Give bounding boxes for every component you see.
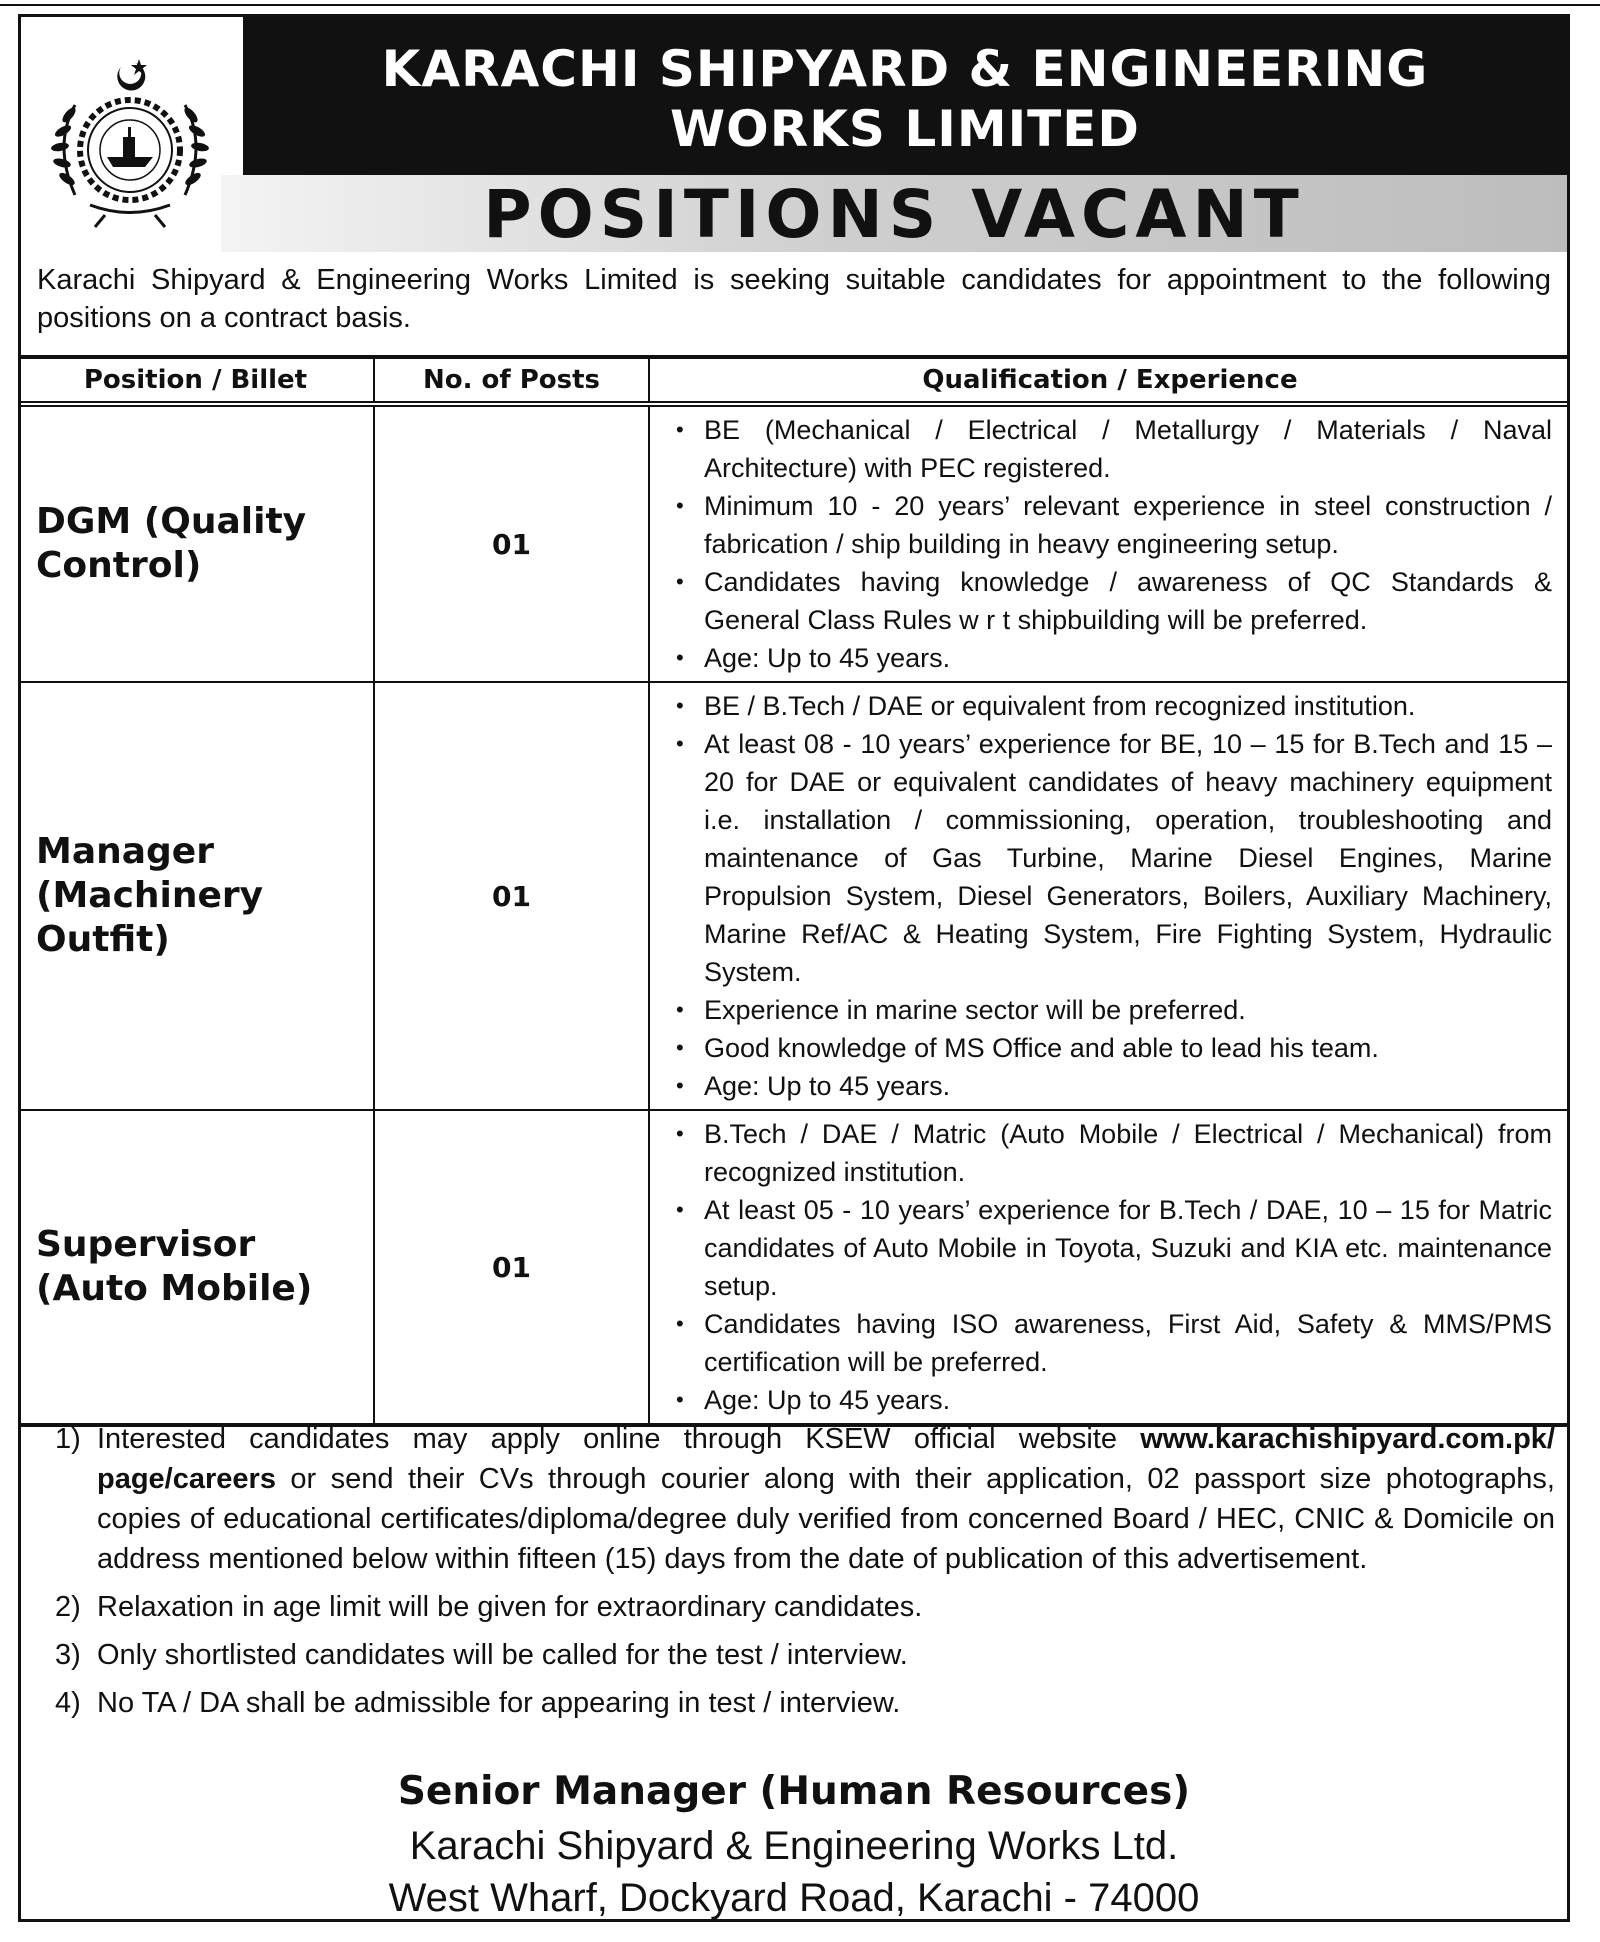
- note-item: [35, 1419, 1555, 1579]
- list-item: • Good knowledge of MS Office and able to lead his team.: [650, 1029, 1552, 1067]
- company-name-line1: KARACHI SHIPYARD & ENGINEERING: [381, 40, 1429, 98]
- application-notes: [35, 1419, 1555, 1731]
- qualification-cell: [649, 682, 1570, 1110]
- column-header-posts: No. of Posts: [374, 357, 649, 404]
- careers-link[interactable]: www.karachishipyard.com.pk/ page/careers: [97, 1423, 1555, 1495]
- signatory-organization: Karachi Shipyard & Engineering Works Ltd.: [409, 1824, 1179, 1868]
- note-text: Relaxation in age limit will be given for extraordinary candidates.: [97, 1591, 923, 1623]
- headline: POSITIONS VACANT: [483, 176, 1305, 253]
- header: [21, 17, 1567, 252]
- posts-cell: 01: [374, 1110, 649, 1425]
- column-header-qualification: Qualification / Experience: [649, 357, 1570, 404]
- signatory-title: Senior Manager (Human Resources): [397, 1769, 1191, 1814]
- position-cell: [18, 1110, 374, 1425]
- column-header-position: Position / Billet: [18, 357, 374, 404]
- table-row: [18, 1110, 1570, 1425]
- list-item: • BE / B.Tech / DAE or equivalent from recognized institution.: [650, 687, 1552, 725]
- signatory-address: West Wharf, Dockyard Road, Karachi - 74000: [388, 1876, 1200, 1920]
- position-line: Control): [36, 545, 202, 586]
- list-item: • Minimum 10 - 20 years’ relevant experience in steel construction / fabrication / ship building in heavy engineering setup.: [650, 487, 1552, 563]
- position-line: (Machinery: [36, 875, 264, 916]
- note-number: 1): [55, 1423, 81, 1455]
- list-item: • Candidates having knowledge / awareness of QC Standards & General Class Rules w r t shipbuilding will be preferred.: [650, 563, 1552, 639]
- table-header-row: [18, 357, 1570, 404]
- note-item: [35, 1683, 1555, 1723]
- note-number: 4): [55, 1687, 81, 1719]
- top-rule: [0, 4, 1600, 6]
- list-item: • Age: Up to 45 years.: [650, 639, 1552, 677]
- position-cell: [18, 404, 374, 682]
- intro-paragraph: Karachi Shipyard & Engineering Works Limited is seeking suitable candidates for appointment to the following positions on a contract basis.: [37, 264, 1551, 334]
- position-line: DGM (Quality: [36, 501, 307, 542]
- table-row: [18, 404, 1570, 682]
- note-text: or send their CVs through courier along with their application, 02 passport size photographs, copies of educational certificates/diploma/degree duly verified from concerned Board / HEC, CNIC & Domicile on address mentioned below within fifteen (15) days from the date of publication of this advertisement.: [97, 1463, 1555, 1575]
- list-item: • At least 05 - 10 years’ experience for B.Tech / DAE, 10 – 15 for Matric candidates of Auto Mobile in Toyota, Suzuki and KIA etc. maintenance setup.: [650, 1191, 1552, 1305]
- list-item: • Candidates having ISO awareness, First Aid, Safety & MMS/PMS certification will be preferred.: [650, 1305, 1552, 1381]
- list-item: • At least 08 - 10 years’ experience for BE, 10 – 15 for B.Tech and 15 – 20 for DAE or equivalent candidates of heavy machinery equipment i.e. installation / commissioning, operation, troubleshooting and maintenance of Gas Turbine, Marine Diesel Engines, Marine Propulsion System, Diesel Generators, Boilers, Auxiliary Machinery, Marine Ref/AC & Heating System, Fire Fighting System, Hydraulic System.: [650, 725, 1552, 991]
- position-line: Outfit): [36, 919, 170, 960]
- position-line: Supervisor: [36, 1224, 256, 1265]
- list-item: • Age: Up to 45 years.: [650, 1381, 1552, 1419]
- positions-table: [18, 355, 1570, 1427]
- posts-cell: 01: [374, 404, 649, 682]
- list-item: • Experience in marine sector will be preferred.: [650, 991, 1552, 1029]
- qualification-cell: [649, 1110, 1570, 1425]
- company-name: [243, 39, 1567, 159]
- qualification-cell: [649, 404, 1570, 682]
- note-item: [35, 1587, 1555, 1627]
- note-number: 3): [55, 1639, 81, 1671]
- position-cell: [18, 682, 374, 1110]
- advertisement-frame: [18, 14, 1570, 1922]
- list-item: • B.Tech / DAE / Matric (Auto Mobile / Electrical / Mechanical) from recognized institution.: [650, 1115, 1552, 1191]
- position-line: (Auto Mobile): [36, 1268, 313, 1309]
- list-item: • BE (Mechanical / Electrical / Metallurgy / Materials / Naval Architecture) with PEC registered.: [650, 411, 1552, 487]
- note-item: [35, 1635, 1555, 1675]
- note-text: Only shortlisted candidates will be called for the test / interview.: [97, 1639, 908, 1671]
- table-row: [18, 682, 1570, 1110]
- note-text: No TA / DA shall be admissible for appearing in test / interview.: [97, 1687, 901, 1719]
- list-item: • Age: Up to 45 years.: [650, 1067, 1552, 1105]
- posts-cell: 01: [374, 682, 649, 1110]
- note-text: Interested candidates may apply online through KSEW official website: [97, 1423, 1141, 1455]
- position-line: Manager: [36, 831, 214, 872]
- ksew-emblem-icon: [35, 45, 225, 235]
- note-number: 2): [55, 1591, 81, 1623]
- company-name-line2: WORKS LIMITED: [670, 100, 1140, 158]
